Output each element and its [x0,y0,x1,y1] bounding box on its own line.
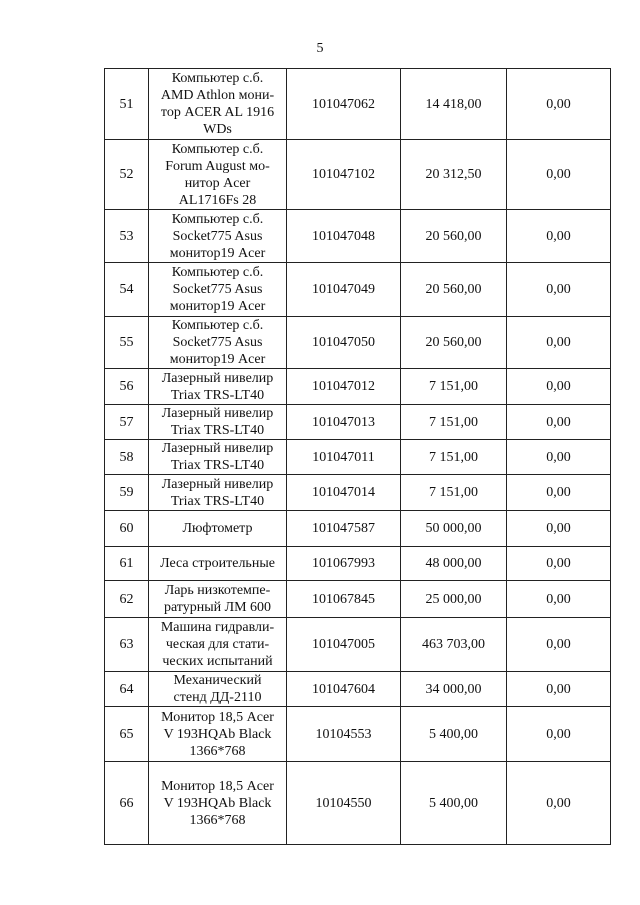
residual-value: 0,00 [507,511,611,547]
inventory-code: 101047014 [287,475,401,511]
inventory-code: 101047102 [287,140,401,210]
book-value: 5 400,00 [401,762,507,845]
row-number: 66 [105,762,149,845]
book-value: 7 151,00 [401,475,507,511]
item-name: Компьютер с.б. AMD Athlon мони- тор ACER AL 1916 WDs [149,69,287,140]
residual-value: 0,00 [507,263,611,317]
row-number: 54 [105,263,149,317]
row-number: 52 [105,140,149,210]
table-row [105,707,611,762]
table-row [105,140,611,210]
residual-value: 0,00 [507,672,611,707]
table-row [105,672,611,707]
inventory-code: 101047050 [287,317,401,369]
inventory-code: 101047012 [287,369,401,405]
book-value: 7 151,00 [401,440,507,475]
item-name: Леса строительные [149,547,287,581]
inventory-code: 101047587 [287,511,401,547]
book-value: 20 560,00 [401,317,507,369]
row-number: 59 [105,475,149,511]
book-value: 50 000,00 [401,511,507,547]
item-name: Лазерный нивелир Triax TRS-LT40 [149,475,287,511]
table-row [105,581,611,618]
row-number: 58 [105,440,149,475]
table-row [105,511,611,547]
item-name: Лазерный нивелир Triax TRS-LT40 [149,405,287,440]
inventory-code: 101047048 [287,210,401,263]
row-number: 65 [105,707,149,762]
residual-value: 0,00 [507,317,611,369]
row-number: 57 [105,405,149,440]
book-value: 20 560,00 [401,263,507,317]
book-value: 14 418,00 [401,69,507,140]
book-value: 7 151,00 [401,405,507,440]
item-name: Компьютер с.б. Socket775 Asus монитор19 Acer [149,263,287,317]
inventory-code: 101047604 [287,672,401,707]
table-row [105,369,611,405]
table-row [105,475,611,511]
item-name: Компьютер с.б. Socket775 Asus монитор19 Acer [149,317,287,369]
inventory-code: 10104553 [287,707,401,762]
table-row [105,547,611,581]
residual-value: 0,00 [507,210,611,263]
inventory-code: 101047011 [287,440,401,475]
item-name: Компьютер с.б. Forum August мо- нитор Acer AL1716Fs 28 [149,140,287,210]
row-number: 55 [105,317,149,369]
book-value: 463 703,00 [401,618,507,672]
inventory-code: 101047005 [287,618,401,672]
residual-value: 0,00 [507,581,611,618]
table-row [105,440,611,475]
item-name: Монитор 18,5 Acer V 193HQAb Black 1366*768 [149,707,287,762]
table-row [105,69,611,140]
item-name: Лазерный нивелир Triax TRS-LT40 [149,369,287,405]
book-value: 34 000,00 [401,672,507,707]
inventory-code: 101047049 [287,263,401,317]
inventory-code: 101067993 [287,547,401,581]
residual-value: 0,00 [507,140,611,210]
row-number: 51 [105,69,149,140]
table-row [105,263,611,317]
book-value: 7 151,00 [401,369,507,405]
item-name: Механический стенд ДД-2110 [149,672,287,707]
inventory-code: 101067845 [287,581,401,618]
residual-value: 0,00 [507,440,611,475]
inventory-code: 101047062 [287,69,401,140]
item-name: Люфтометр [149,511,287,547]
row-number: 62 [105,581,149,618]
book-value: 48 000,00 [401,547,507,581]
row-number: 56 [105,369,149,405]
row-number: 63 [105,618,149,672]
row-number: 53 [105,210,149,263]
item-name: Лазерный нивелир Triax TRS-LT40 [149,440,287,475]
residual-value: 0,00 [507,547,611,581]
residual-value: 0,00 [507,475,611,511]
inventory-code: 101047013 [287,405,401,440]
inventory-code: 10104550 [287,762,401,845]
residual-value: 0,00 [507,369,611,405]
table-row [105,618,611,672]
table-row [105,762,611,845]
item-name: Монитор 18,5 Acer V 193HQAb Black 1366*768 [149,762,287,845]
residual-value: 0,00 [507,618,611,672]
row-number: 64 [105,672,149,707]
book-value: 20 312,50 [401,140,507,210]
residual-value: 0,00 [507,69,611,140]
item-name: Компьютер с.б. Socket775 Asus монитор19 Acer [149,210,287,263]
table-row [105,210,611,263]
table-row [105,405,611,440]
table-row [105,317,611,369]
row-number: 61 [105,547,149,581]
residual-value: 0,00 [507,405,611,440]
book-value: 25 000,00 [401,581,507,618]
item-name: Ларь низкотемпе- ратурный ЛМ 600 [149,581,287,618]
page-number: 5 [316,41,324,56]
residual-value: 0,00 [507,707,611,762]
book-value: 20 560,00 [401,210,507,263]
residual-value: 0,00 [507,762,611,845]
row-number: 60 [105,511,149,547]
book-value: 5 400,00 [401,707,507,762]
inventory-table [104,68,611,845]
item-name: Машина гидравли- ческая для стати- ческих испытаний [149,618,287,672]
